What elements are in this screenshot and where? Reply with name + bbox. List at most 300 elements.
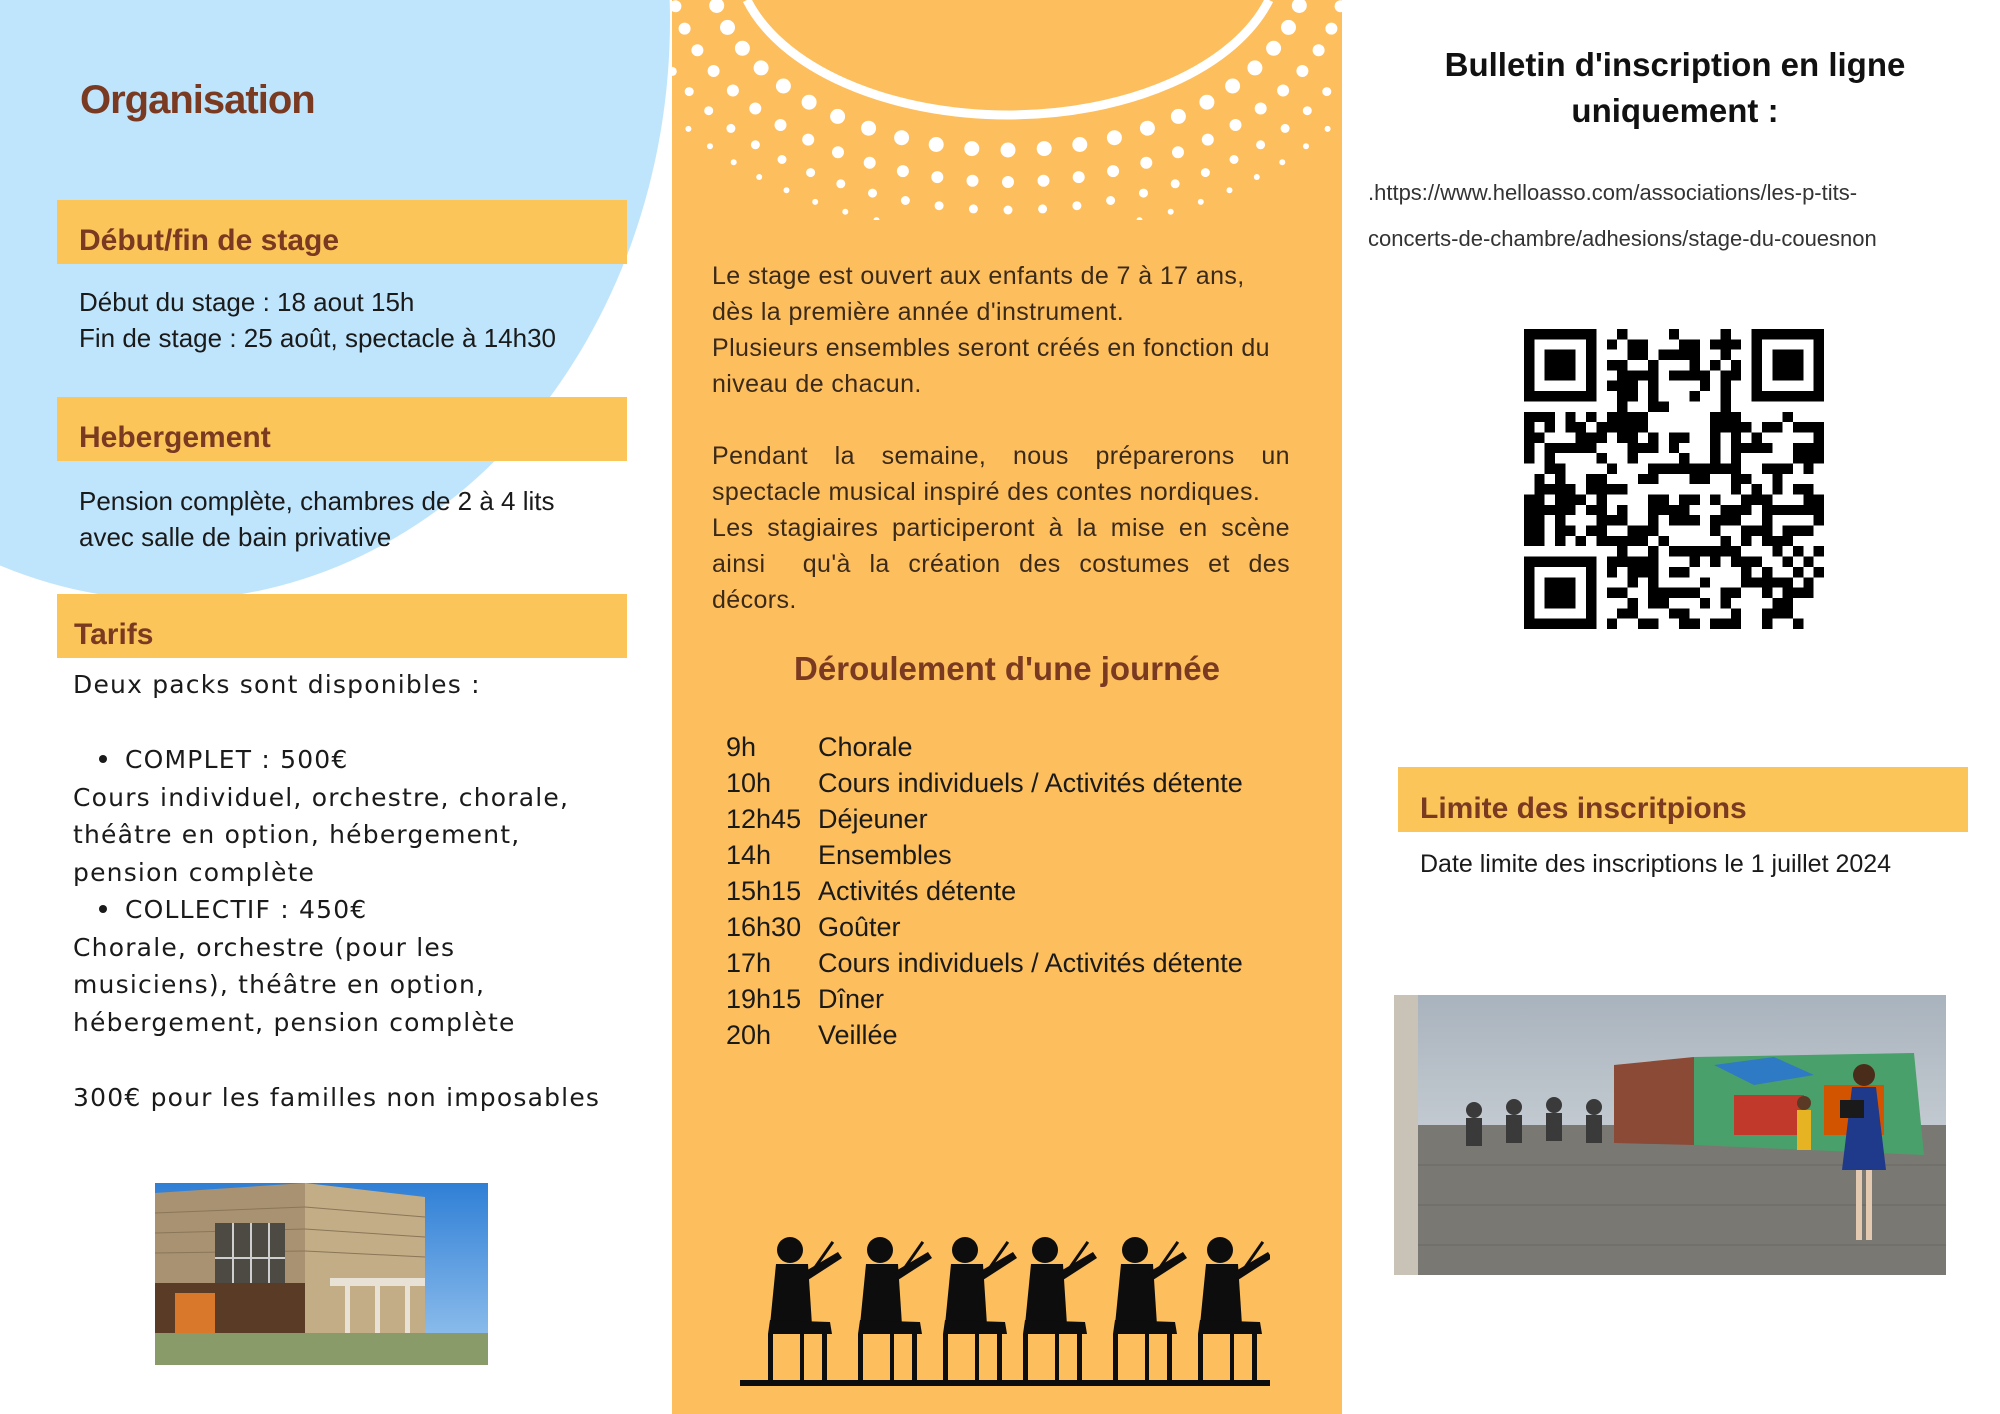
qr-module: [1586, 598, 1596, 608]
sun-dot: [1002, 176, 1014, 188]
qr-module: [1783, 526, 1793, 536]
qr-module: [1555, 598, 1565, 608]
qr-module: [1731, 474, 1741, 484]
sun-dot: [1107, 130, 1122, 145]
sun-dot: [1004, 206, 1013, 215]
qr-module: [1721, 381, 1731, 391]
schedule-activity: Veillée: [818, 1020, 898, 1050]
qr-module: [1524, 588, 1534, 598]
sun-dot: [672, 67, 677, 76]
schedule-time: 20h: [726, 1020, 772, 1050]
qr-module: [1752, 577, 1762, 587]
qr-module: [1565, 588, 1575, 598]
qr-module: [1545, 505, 1555, 515]
qr-module: [1783, 608, 1793, 618]
qr-module: [1741, 443, 1751, 453]
sun-dot: [731, 159, 737, 165]
qr-module: [1803, 422, 1813, 432]
qr-module: [1710, 443, 1720, 453]
qr-module: [1721, 339, 1731, 349]
qr-module: [1731, 370, 1741, 380]
pack-complet-label: COMPLET : 500€: [125, 745, 349, 774]
qr-module: [1721, 598, 1731, 608]
qr-module: [1555, 474, 1565, 484]
schedule-row: [726, 1017, 1243, 1053]
qr-module: [1576, 329, 1586, 339]
schedule-time: 14h: [726, 840, 772, 870]
qr-module: [1814, 381, 1824, 391]
sun-dot: [685, 87, 694, 96]
qr-module: [1783, 370, 1793, 380]
sun-dot: [1140, 121, 1155, 136]
qr-module: [1731, 505, 1741, 515]
qr-module: [1679, 453, 1689, 463]
qr-module: [1679, 588, 1689, 598]
musician-silhouette: [768, 1237, 842, 1380]
qr-module: [1596, 526, 1606, 536]
debut-line: Début du stage : 18 aout 15h: [79, 287, 415, 317]
qr-module: [1607, 381, 1617, 391]
qr-module: [1638, 370, 1648, 380]
sun-dot: [802, 134, 814, 146]
qr-module: [1731, 422, 1741, 432]
qr-module: [1638, 619, 1648, 629]
registration-link[interactable]: [1368, 170, 1968, 262]
qr-module: [1721, 588, 1731, 598]
qr-module: [1783, 505, 1793, 515]
qr-module: [1710, 453, 1720, 463]
qr-module: [1565, 412, 1575, 422]
sun-dot: [727, 85, 739, 97]
pack-collectif-desc: Chorale, orchestre (pour les: [73, 932, 456, 962]
qr-module: [1607, 567, 1617, 577]
qr-module: [1565, 526, 1575, 536]
sun-dot: [751, 140, 760, 149]
qr-module: [1534, 526, 1544, 536]
qr-module: [1721, 370, 1731, 380]
qr-module: [1762, 422, 1772, 432]
qr-module: [1555, 370, 1565, 380]
qr-module: [1648, 463, 1658, 473]
qr-module: [1700, 474, 1710, 484]
qr-module: [1555, 495, 1565, 505]
qr-module: [1803, 463, 1813, 473]
qr-module: [1793, 370, 1803, 380]
debut-fin-heading: Début/fin de stage: [57, 200, 627, 264]
qr-module: [1545, 557, 1555, 567]
qr-module: [1814, 432, 1824, 442]
qr-code[interactable]: [1524, 329, 1824, 629]
qr-module: [1596, 453, 1606, 463]
qr-module: [1752, 495, 1762, 505]
qr-module: [1576, 422, 1586, 432]
qr-module: [1658, 505, 1668, 515]
qr-module: [1772, 536, 1782, 546]
qr-module: [1524, 567, 1534, 577]
qr-module: [1524, 360, 1534, 370]
qr-module: [1596, 495, 1606, 505]
qr-module: [1627, 557, 1637, 567]
sun-dot: [1266, 41, 1281, 56]
schedule-row: [726, 981, 1243, 1017]
qr-module: [1679, 505, 1689, 515]
qr-module: [1772, 608, 1782, 618]
qr-module: [1524, 339, 1534, 349]
qr-module: [1565, 370, 1575, 380]
qr-module: [1545, 360, 1555, 370]
sun-dot: [935, 201, 944, 210]
qr-module: [1762, 536, 1772, 546]
qr-module: [1534, 536, 1544, 546]
qr-module: [1586, 557, 1596, 567]
sun-dot: [1171, 179, 1180, 188]
qr-module: [1638, 412, 1648, 422]
qr-module: [1648, 495, 1658, 505]
sun-dot: [830, 109, 845, 124]
qr-module: [1803, 557, 1813, 567]
sun-dot: [1139, 189, 1148, 198]
qr-module: [1586, 474, 1596, 484]
qr-module: [1596, 505, 1606, 515]
qr-module: [1586, 505, 1596, 515]
schedule-time: 9h: [726, 732, 757, 762]
sun-dot: [776, 79, 791, 94]
schedule-time: 10h: [726, 768, 772, 798]
qr-module: [1731, 588, 1741, 598]
qr-module: [1658, 536, 1668, 546]
qr-module: [1586, 484, 1596, 494]
sun-dot: [1325, 23, 1337, 35]
tarifs-heading: Tarifs: [57, 594, 627, 658]
qr-module: [1524, 432, 1534, 442]
qr-module: [1772, 577, 1782, 587]
qr-module: [1617, 546, 1627, 556]
qr-module: [1648, 577, 1658, 587]
sun-dot: [1171, 109, 1186, 124]
qr-module: [1752, 432, 1762, 442]
qr-module: [1648, 381, 1658, 391]
bullet-icon: [99, 905, 107, 913]
qr-module: [1586, 443, 1596, 453]
sun-dot: [778, 155, 787, 164]
qr-module: [1710, 422, 1720, 432]
qr-module: [1679, 608, 1689, 618]
qr-module: [1814, 515, 1824, 525]
qr-module: [1607, 536, 1617, 546]
qr-module: [1648, 360, 1658, 370]
qr-module: [1814, 443, 1824, 453]
sun-dot: [672, 0, 681, 12]
sun-dot: [1001, 143, 1016, 158]
qr-module: [1731, 443, 1741, 453]
qr-module: [1762, 619, 1772, 629]
qr-module: [1669, 443, 1679, 453]
qr-module: [1524, 557, 1534, 567]
qr-module: [1679, 619, 1689, 629]
qr-module: [1596, 515, 1606, 525]
sun-dot: [1073, 171, 1085, 183]
sun-dot: [1172, 146, 1184, 158]
schedule-activity: Activités détente: [818, 876, 1017, 906]
qr-module: [1524, 422, 1534, 432]
qr-module: [1555, 360, 1565, 370]
debut-fin-text: [79, 284, 556, 356]
sun-dot: [868, 189, 877, 198]
hebergement-text: [79, 483, 554, 555]
qr-module: [1710, 546, 1720, 556]
qr-module: [1783, 350, 1793, 360]
intro-line: Plusieurs ensembles seront créés en fonction du: [712, 334, 1270, 362]
qr-module: [1772, 350, 1782, 360]
qr-module: [1607, 412, 1617, 422]
qr-module: [1534, 557, 1544, 567]
spectacle-line: Les stagiaires participeront à la mise en scène: [712, 514, 1290, 542]
qr-module: [1524, 329, 1534, 339]
qr-module: [1658, 588, 1668, 598]
qr-module: [1752, 329, 1762, 339]
qr-module: [1586, 350, 1596, 360]
event-photo: [1394, 995, 1946, 1275]
schedule-time: 17h: [726, 948, 772, 978]
schedule-time: 15h15: [726, 876, 802, 906]
qr-module: [1607, 484, 1617, 494]
qr-module: [1731, 546, 1741, 556]
qr-module: [1741, 536, 1751, 546]
hebergement-heading: Hebergement: [57, 397, 627, 461]
schedule-activity: Cours individuels / Activités détente: [818, 768, 1243, 798]
qr-module: [1731, 608, 1741, 618]
sun-dot: [1038, 175, 1050, 187]
pack-complet-desc: théâtre en option, hébergement,: [73, 820, 521, 849]
sun-dot: [1168, 209, 1174, 215]
sun-dot: [832, 146, 844, 158]
qr-module: [1741, 474, 1751, 484]
qr-module: [1648, 546, 1658, 556]
qr-module: [1586, 339, 1596, 349]
qr-module: [1576, 443, 1586, 453]
sun-dot: [784, 187, 790, 193]
sun-dot: [1281, 20, 1296, 35]
hebergement-line: Pension complète, chambres de 2 à 4 lits: [79, 486, 555, 516]
schedule-time: 19h15: [726, 984, 802, 1014]
qr-module: [1627, 608, 1637, 618]
qr-module: [1731, 619, 1741, 629]
sun-dot: [1256, 140, 1265, 149]
qr-module: [1586, 412, 1596, 422]
qr-module: [1803, 453, 1813, 463]
sun-dot: [1230, 155, 1239, 164]
qr-module: [1772, 598, 1782, 608]
qr-module: [1617, 515, 1627, 525]
qr-module: [1721, 505, 1731, 515]
qr-module: [1700, 370, 1710, 380]
qr-module: [1648, 474, 1658, 484]
schedule-row: [726, 945, 1243, 981]
qr-module: [1803, 329, 1813, 339]
qr-module: [1814, 422, 1824, 432]
sun-dot: [1277, 85, 1289, 97]
qr-module: [1731, 432, 1741, 442]
qr-module: [1545, 598, 1555, 608]
qr-module: [1524, 619, 1534, 629]
qr-module: [1555, 350, 1565, 360]
qr-module: [1710, 526, 1720, 536]
schedule-activity: Cours individuels / Activités détente: [818, 948, 1243, 978]
spectacle-line: décors.: [712, 586, 797, 614]
qr-module: [1762, 329, 1772, 339]
sun-dot: [874, 217, 880, 220]
sun-dot: [967, 175, 979, 187]
qr-module: [1596, 432, 1606, 442]
qr-module: [1524, 412, 1534, 422]
musician-silhouette: [1198, 1237, 1270, 1380]
qr-module: [1545, 422, 1555, 432]
qr-module: [1721, 546, 1731, 556]
registration-link-line[interactable]: concerts-de-chambre/adhesions/stage-du-couesnon: [1368, 226, 1877, 251]
qr-module: [1638, 422, 1648, 432]
qr-module: [1710, 412, 1720, 422]
sun-dot: [726, 124, 735, 133]
qr-module: [1710, 360, 1720, 370]
sun-dot: [1202, 134, 1214, 146]
registration-link-line[interactable]: .https://www.helloasso.com/associations/les-p-tits-: [1368, 180, 1858, 205]
qr-module: [1762, 443, 1772, 453]
qr-module: [1752, 484, 1762, 494]
qr-module: [1721, 536, 1731, 546]
qr-module: [1690, 557, 1700, 567]
qr-module: [1690, 515, 1700, 525]
qr-module: [1545, 453, 1555, 463]
qr-module: [1627, 526, 1637, 536]
qr-module: [1762, 608, 1772, 618]
qr-module: [1607, 515, 1617, 525]
qr-module: [1555, 329, 1565, 339]
qr-module: [1793, 567, 1803, 577]
fin-line: Fin de stage : 25 août, spectacle à 14h30: [79, 323, 557, 353]
qr-module: [1741, 526, 1751, 536]
sun-dot: [708, 65, 720, 77]
pack-collectif-desc: musiciens), théâtre en option,: [73, 970, 486, 999]
qr-module: [1596, 422, 1606, 432]
intro-paragraph: [712, 258, 1290, 402]
qr-module: [1638, 443, 1648, 453]
qr-module: [1638, 557, 1648, 567]
qr-module: [1731, 463, 1741, 473]
qr-module: [1679, 546, 1689, 556]
sun-dot: [735, 41, 750, 56]
string-quartet-silhouette: [740, 1230, 1270, 1390]
qr-module: [1617, 588, 1627, 598]
qr-module: [1555, 577, 1565, 587]
qr-module: [1545, 619, 1555, 629]
qr-module: [1803, 588, 1813, 598]
sun-dot: [836, 179, 845, 188]
qr-module: [1690, 339, 1700, 349]
qr-module: [1627, 350, 1637, 360]
sun-dot: [1140, 157, 1152, 169]
qr-module: [1617, 422, 1627, 432]
qr-module: [1762, 526, 1772, 536]
sun-dot: [1107, 165, 1119, 177]
qr-module: [1617, 505, 1627, 515]
qr-module: [1555, 619, 1565, 629]
sun-dot: [1325, 126, 1331, 132]
qr-module: [1741, 422, 1751, 432]
pack-collectif: [73, 891, 653, 929]
qr-module: [1700, 546, 1710, 556]
sun-dot: [806, 168, 815, 177]
qr-module: [1607, 463, 1617, 473]
qr-module: [1690, 463, 1700, 473]
qr-module: [1752, 443, 1762, 453]
qr-module: [1555, 443, 1565, 453]
qr-module: [1690, 495, 1700, 505]
qr-module: [1658, 350, 1668, 360]
qr-module: [1793, 619, 1803, 629]
qr-module: [1565, 495, 1575, 505]
qr-module: [1752, 360, 1762, 370]
qr-module: [1565, 329, 1575, 339]
sun-dot: [1247, 60, 1262, 75]
qr-module: [1617, 536, 1627, 546]
sun-dot: [969, 204, 978, 213]
musician-silhouette: [943, 1237, 1017, 1380]
sun-dot: [1037, 141, 1052, 156]
qr-module: [1803, 526, 1813, 536]
qr-module: [1524, 350, 1534, 360]
sun-dot: [1227, 187, 1233, 193]
qr-module: [1524, 370, 1534, 380]
qr-module: [1793, 391, 1803, 401]
pack-collectif-label: COLLECTIF : 450€: [125, 895, 368, 924]
sun-dot: [1201, 168, 1210, 177]
sun-dot: [707, 143, 713, 149]
qr-module: [1669, 588, 1679, 598]
qr-module: [1638, 526, 1648, 536]
sun-dot: [894, 130, 909, 145]
qr-module: [1576, 432, 1586, 442]
qr-module: [1576, 619, 1586, 629]
qr-module: [1669, 350, 1679, 360]
sun-dot: [1198, 199, 1204, 205]
limite-text: Date limite des inscriptions le 1 juillet 2024: [1420, 850, 1892, 878]
qr-module: [1627, 339, 1637, 349]
qr-module: [1658, 463, 1668, 473]
sun-dot: [1254, 174, 1260, 180]
qr-module: [1586, 577, 1596, 587]
qr-module: [1555, 391, 1565, 401]
qr-module: [1762, 495, 1772, 505]
bulletin-title-line: uniquement :: [1571, 92, 1779, 129]
qr-module: [1545, 412, 1555, 422]
qr-module: [1669, 515, 1679, 525]
qr-module: [1783, 360, 1793, 370]
qr-module: [1607, 360, 1617, 370]
qr-module: [1545, 329, 1555, 339]
intro-line: niveau de chacun.: [712, 370, 922, 398]
qr-module: [1731, 360, 1741, 370]
qr-module: [1690, 588, 1700, 598]
sun-dot: [749, 103, 761, 115]
qr-module: [1576, 495, 1586, 505]
qr-module: [1524, 391, 1534, 401]
qr-module: [1710, 515, 1720, 525]
qr-module: [1586, 329, 1596, 339]
qr-module: [1576, 536, 1586, 546]
sun-dot: [1322, 87, 1331, 96]
bulletin-title: [1395, 42, 1955, 134]
qr-module: [1545, 443, 1555, 453]
